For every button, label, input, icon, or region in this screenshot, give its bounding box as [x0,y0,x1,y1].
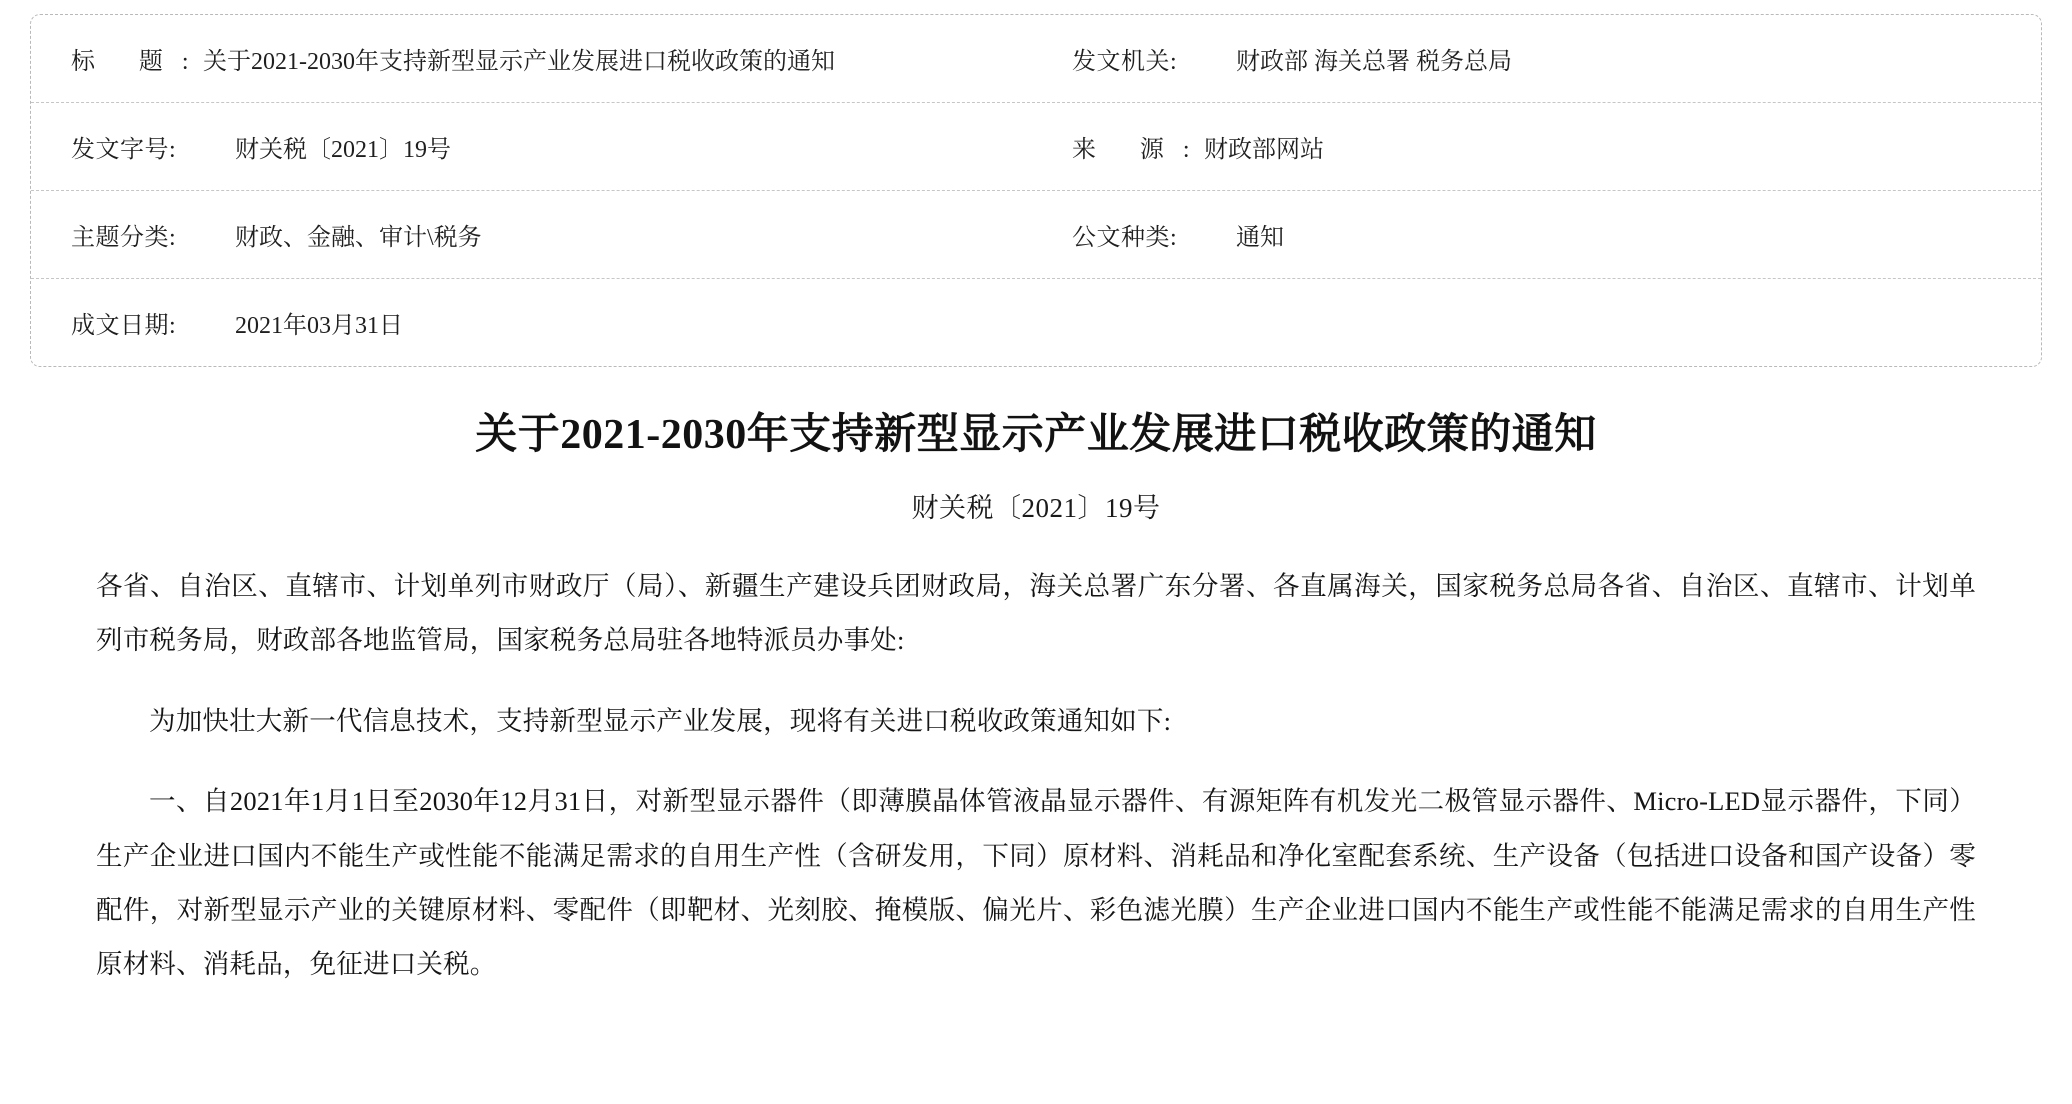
document-body [0,409,2072,992]
metadata-field-empty [1036,279,2041,366]
metadata-row [31,191,2041,279]
metadata-label: 来 源: [1072,137,1190,163]
metadata-label: 公文种类: [1072,225,1178,251]
document-page [0,14,2072,1104]
page-title: 关于2021-2030年支持新型显示产业发展进口税收政策的通知 [475,412,1597,458]
document-metadata-card [30,14,2042,367]
metadata-label: 发文字号: [71,137,177,163]
paragraph-article-one: 一、自2021年1月1日至2030年12月31日，对新型显示器件（即薄膜晶体管液晶显示器件、有源矩阵有机发光二极管显示器件、Micro-LED显示器件，下同）生产企业进口国内不能生产或性能不能满足需求的自用生产性（含研发用，下同）原材料、消耗品和净化室配套系统、生产设备（包括进口设备和国产设备）零配件，对新型显示产业的关键原材料、零配件（即靶材、光刻胶、掩模版、偏光片、彩色滤光膜）生产企业进口国内不能生产或性能不能满足需求的自用生产性原材料、消耗品，免征进口关税。 [96,786,1976,980]
metadata-field-document-type [1036,191,2041,278]
metadata-value: 关于2021-2030年支持新型显示产业发展进口税收政策的通知 [203,49,835,75]
metadata-row [31,279,2041,366]
metadata-field-document-number [31,103,1036,190]
metadata-field-source [1036,103,2041,190]
metadata-label: 主题分类: [71,225,177,251]
document-number: 财关税〔2021〕19号 [911,492,1161,523]
metadata-value: 通知 [1236,225,1284,251]
paragraph-preamble: 为加快壮大新一代信息技术，支持新型显示产业发展，现将有关进口税收政策通知如下: [149,705,1172,736]
metadata-label: 标 题: [71,49,189,75]
metadata-label: 成文日期: [71,313,177,339]
metadata-label: 发文机关: [1072,49,1178,75]
metadata-value: 财关税〔2021〕19号 [235,137,451,163]
metadata-value: 财政部 海关总署 税务总局 [1236,49,1512,75]
metadata-row [31,15,2041,103]
metadata-field-issuing-agency [1036,15,2041,102]
metadata-value: 2021年03月31日 [235,313,403,339]
metadata-value: 财政部网站 [1204,137,1324,163]
metadata-field-date [31,279,1036,366]
paragraph-recipients: 各省、自治区、直辖市、计划单列市财政厅（局）、新疆生产建设兵团财政局，海关总署广东分署、各直属海关，国家税务总局各省、自治区、直辖市、计划单列市税务局，财政部各地监管局，国家税务总局驻各地特派员办事处: [96,570,1976,655]
metadata-row [31,103,2041,191]
metadata-field-title [31,15,1036,102]
metadata-value: 财政、金融、审计\税务 [235,225,482,251]
metadata-field-subject-category [31,191,1036,278]
